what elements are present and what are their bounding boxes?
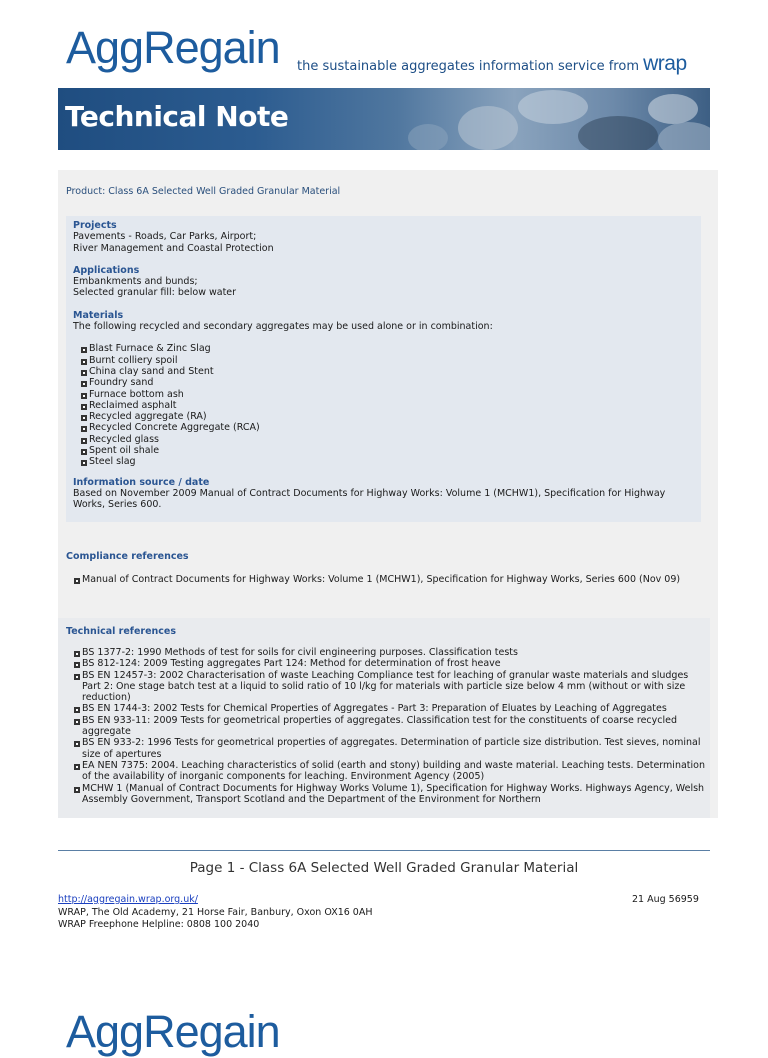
info-source-text: Based on November 2009 Manual of Contract Documents for Highway Works: Volume 1 (MCHW1), Specification for Highway Works, Series 600. (73, 487, 666, 511)
footer (58, 894, 373, 932)
list-item: BS EN 1744-3: 2002 Tests for Chemical Properties of Aggregates - Part 3: Preparation of Eluates by Leaching of Aggregates (66, 703, 706, 714)
list-item: Furnace bottom ash (73, 389, 694, 400)
list-item: Recycled aggregate (RA) (73, 411, 694, 422)
list-item: BS EN 933-11: 2009 Tests for geometrical properties of aggregates. Classification test for the constituents of coarse recycled aggregate (66, 715, 706, 738)
compliance-list (66, 574, 696, 585)
product-line: Product: Class 6A Selected Well Graded Granular Material (66, 186, 341, 197)
projects-line: Pavements - Roads, Car Parks, Airport; (73, 231, 257, 243)
footer-date: 21 Aug 56959 (632, 894, 699, 905)
aggregate-image (458, 106, 518, 150)
list-item: BS 812-124: 2009 Testing aggregates Part 124: Method for determination of frost heave (66, 658, 706, 669)
list-item: Recycled glass (73, 434, 694, 445)
applications-line: Embankments and bunds; (73, 276, 198, 288)
technical-heading: Technical references (66, 626, 177, 637)
list-item: Blast Furnace & Zinc Slag (73, 343, 694, 354)
technical-list (66, 647, 706, 805)
materials-heading: Materials (73, 309, 124, 321)
list-item: BS EN 12457-3: 2002 Characterisation of waste Leaching Compliance test for leaching of granular waste materials and sludges Part 2: One stage batch test at a liquid to solid ratio of 10 l/kg for materials with particle size below 4 mm (without or with size reduction) (66, 670, 706, 704)
list-item: Manual of Contract Documents for Highway Works: Volume 1 (MCHW1), Specification for Highway Works, Series 600 (Nov 09) (66, 574, 696, 585)
tagline-text: the sustainable aggregates information service from (297, 59, 639, 74)
list-item: BS 1377-2: 1990 Methods of test for soils for civil engineering purposes. Classification tests (66, 647, 706, 658)
applications-line: Selected granular fill: below water (73, 287, 237, 299)
wrap-logo: wrap (643, 52, 687, 75)
info-box (66, 216, 701, 522)
list-item: Steel slag (73, 456, 694, 467)
list-item: Foundry sand (73, 377, 694, 388)
list-item: Reclaimed asphalt (73, 400, 694, 411)
materials-list (73, 343, 694, 467)
list-item: China clay sand and Stent (73, 366, 694, 377)
page-divider (58, 850, 710, 851)
list-item: EA NEN 7375: 2004. Leaching characteristics of solid (earth and stony) building and waste material. Leaching tests. Determination of the availability of inorganic components for leaching. Environment Agency (2005) (66, 760, 706, 783)
list-item: MCHW 1 (Manual of Contract Documents for Highway Works Volume 1), Specification for Highway Works. Highways Agency, Welsh Assembly Government, Transport Scotland and the Department of the Environment for Northern (66, 783, 706, 806)
info-source-heading: Information source / date (73, 476, 210, 488)
compliance-heading: Compliance references (66, 551, 189, 562)
content-panel (58, 170, 718, 818)
footer-address: WRAP, The Old Academy, 21 Horse Fair, Banbury, Oxon OX16 0AH (58, 906, 373, 918)
aggregain-logo: AggRegain (66, 22, 280, 73)
website-link[interactable]: http://aggregain.wrap.org.uk/ (58, 894, 198, 905)
list-item: Spent oil shale (73, 445, 694, 456)
list-item: BS EN 933-2: 1996 Tests for geometrical properties of aggregates. Determination of particle size distribution. Test sieves, nominal size of apertures (66, 737, 706, 760)
tagline (297, 52, 687, 76)
technical-note-banner (58, 88, 710, 150)
list-item: Burnt colliery spoil (73, 355, 694, 366)
projects-line: River Management and Coastal Protection (73, 242, 274, 254)
next-page-logo: AggRegain (66, 1006, 280, 1057)
list-item: Recycled Concrete Aggregate (RCA) (73, 422, 694, 433)
footer-helpline: WRAP Freephone Helpline: 0808 100 2040 (58, 919, 260, 930)
projects-heading: Projects (73, 220, 117, 231)
header (66, 22, 706, 82)
banner-title: Technical Note (65, 100, 289, 133)
page-caption: Page 1 - Class 6A Selected Well Graded Granular Material (189, 860, 579, 876)
materials-intro: The following recycled and secondary aggregates may be used alone or in combination: (73, 321, 493, 333)
applications-heading: Applications (73, 264, 140, 276)
